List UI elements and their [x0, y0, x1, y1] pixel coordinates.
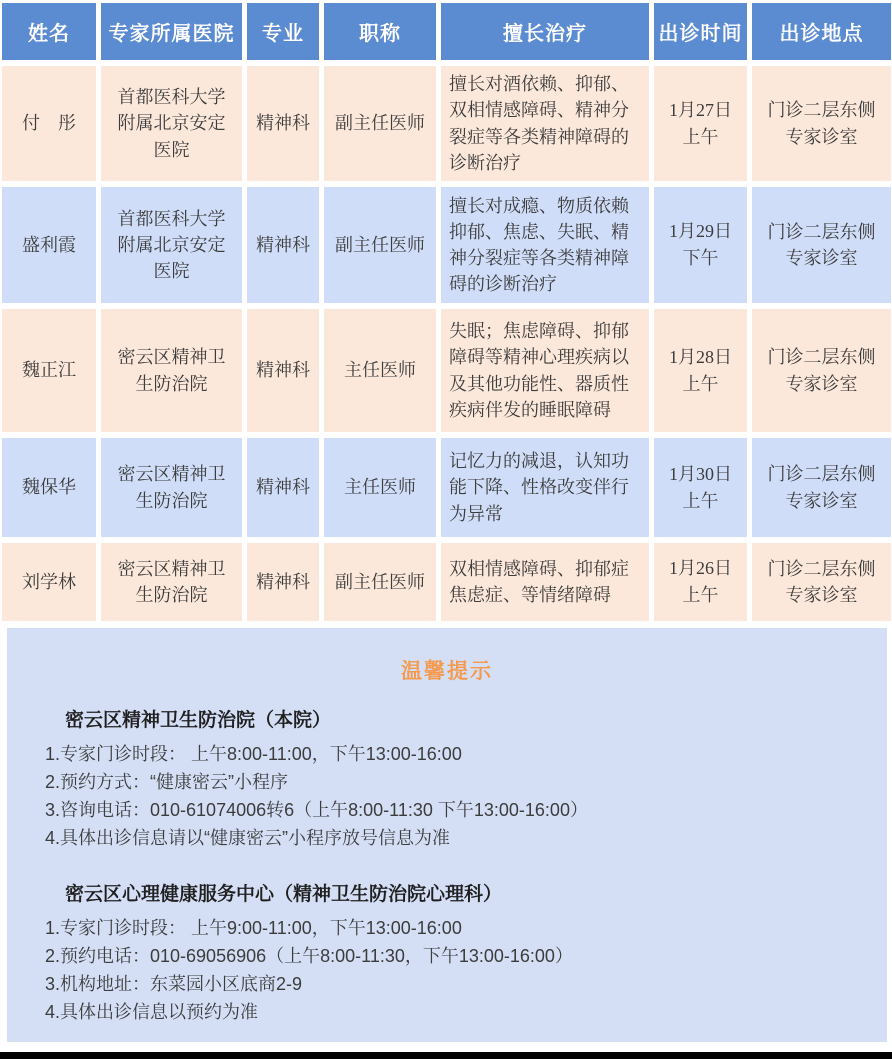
visit-time	[654, 66, 747, 181]
header-name: 姓名	[2, 3, 96, 60]
doctor-treats: 擅长对酒依赖、抑郁、双相情感障碍、精神分裂症等各类精神障碍的诊断治疗	[441, 66, 649, 181]
doctor-title: 副主任医师	[324, 543, 436, 621]
tips-title: 温馨提示	[401, 660, 493, 683]
visit-time	[654, 187, 747, 303]
visit-date: 1月30日	[669, 463, 732, 484]
visit-location: 门诊二层东侧专家诊室	[752, 187, 891, 303]
doctor-specialty: 精神科	[247, 543, 319, 621]
tips-section-heading-hospital: 密云区精神卫生防治院（本院）	[65, 710, 332, 731]
bottom-border	[0, 1052, 892, 1059]
tips-item: 2.预约方式：“健康密云”小程序	[45, 772, 288, 792]
visit-period: 上午	[682, 585, 719, 605]
header-hospital: 专家所属医院	[101, 3, 242, 60]
tips-item: 4.具体出诊信息以预约为准	[45, 1002, 259, 1022]
visit-location: 门诊二层东侧专家诊室	[752, 543, 891, 621]
doctor-treats: 双相情感障碍、抑郁症焦虑症、等情绪障碍	[441, 543, 649, 621]
visit-period: 上午	[682, 490, 719, 511]
visit-period: 下午	[682, 248, 719, 268]
visit-location: 门诊二层东侧专家诊室	[752, 66, 891, 181]
doctor-specialty: 精神科	[247, 187, 319, 303]
doctor-title: 副主任医师	[324, 187, 436, 303]
tips-item: 3.机构地址：东菜园小区底商2-9	[45, 974, 303, 994]
tips-list-center	[7, 914, 887, 1026]
tips-item: 2.预约电话：010-69056906（上午8:00-11:30，下午13:00-16:00）	[45, 946, 573, 966]
tips-item: 1.专家门诊时段： 上午8:00-11:00，下午13:00-16:00	[45, 744, 462, 764]
header-location: 出诊地点	[752, 3, 891, 60]
doctor-hospital: 密云区精神卫生防治院	[101, 543, 242, 621]
visit-date: 1月28日	[669, 346, 732, 367]
visit-date: 1月29日	[669, 221, 732, 241]
doctor-treats: 失眠；焦虑障碍、抑郁障碍等精神心理疾病以及其他功能性、器质性疾病伴发的睡眠障碍	[441, 309, 649, 432]
doctor-title: 主任医师	[324, 309, 436, 432]
header-title: 职称	[324, 3, 436, 60]
doctor-hospital: 首都医科大学附属北京安定医院	[101, 187, 242, 303]
doctor-hospital: 首都医科大学附属北京安定医院	[101, 66, 242, 181]
doctor-hospital: 密云区精神卫生防治院	[101, 309, 242, 432]
visit-time	[654, 309, 747, 432]
tips-item: 1.专家门诊时段： 上午9:00-11:00，下午13:00-16:00	[45, 918, 462, 938]
visit-location: 门诊二层东侧专家诊室	[752, 438, 891, 537]
header-specialty: 专业	[247, 3, 319, 60]
header-treats: 擅长治疗	[441, 3, 649, 60]
doctor-name: 魏保华	[2, 438, 96, 537]
doctor-name: 刘学林	[2, 543, 96, 621]
doctor-name: 付 彤	[2, 66, 96, 181]
doctor-title: 副主任医师	[324, 66, 436, 181]
doctor-hospital: 密云区精神卫生防治院	[101, 438, 242, 537]
visit-time	[654, 438, 747, 537]
tips-item: 4.具体出诊信息请以“健康密云”小程序放号信息为准	[45, 828, 450, 848]
tips-list-hospital	[7, 740, 887, 852]
doctor-treats: 记忆力的减退，认知功能下降、性格改变伴行为异常	[441, 438, 649, 537]
visit-period: 上午	[682, 126, 719, 147]
visit-date: 1月27日	[669, 99, 732, 120]
doctor-specialty: 精神科	[247, 438, 319, 537]
doctor-specialty: 精神科	[247, 309, 319, 432]
tips-panel	[7, 628, 887, 1042]
tips-section-heading-center: 密云区心理健康服务中心（精神卫生防治院心理科）	[65, 884, 503, 905]
tips-item: 3.咨询电话：010-61074006转6（上午8:00-11:30 下午13:00-16:00）	[45, 800, 588, 820]
visit-period: 上午	[682, 373, 719, 394]
visit-date: 1月26日	[669, 558, 732, 578]
visit-time	[654, 543, 747, 621]
visit-location: 门诊二层东侧专家诊室	[752, 309, 891, 432]
doctor-treats: 擅长对成瘾、物质依赖抑郁、焦虑、失眠、精神分裂症等各类精神障碍的诊断治疗	[441, 187, 649, 303]
doctor-specialty: 精神科	[247, 66, 319, 181]
doctor-title: 主任医师	[324, 438, 436, 537]
doctor-name: 盛利霞	[2, 187, 96, 303]
doctor-name: 魏正江	[2, 309, 96, 432]
header-time: 出诊时间	[654, 3, 747, 60]
